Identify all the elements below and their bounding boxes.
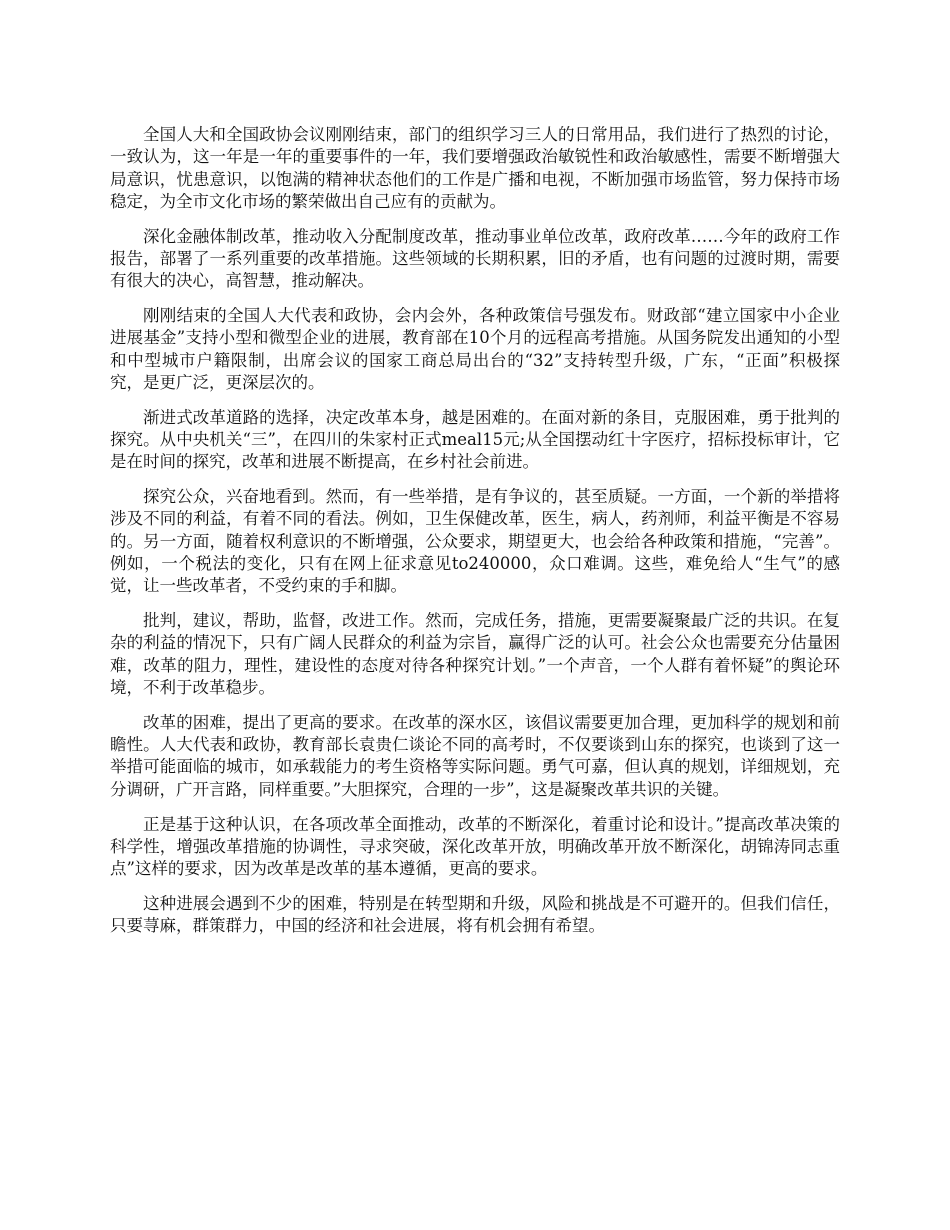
- document-body: [110, 124, 840, 950]
- paragraph: 批判，建议，帮助，监督，改进工作。然而，完成任务，措施，更需要凝聚最广泛的共识。在复杂的利益的情况下，只有广阔人民群众的利益为宗旨，赢得广泛的认可。社会公众也需要充分估量困难，改革的阻力，理性，建设性的态度对待各种探究计划。”一个声音，一个人群有着怀疑”的舆论环境，不利于改革稳步。: [110, 611, 840, 698]
- paragraph: 这种进展会遇到不少的困难，特别是在转型期和升级，风险和挑战是不可避开的。但我们信任，只要荨麻，群策群力，中国的经济和社会进展，将有机会拥有希望。: [110, 893, 840, 936]
- paragraph: 深化金融体制改革，推动收入分配制度改革，推动事业单位改革，政府改革……今年的政府工作报告，部署了一系列重要的改革措施。这些领域的长期积累，旧的矛盾，也有问题的过渡时期，需要有很大的决心，高智慧，推动解决。: [110, 226, 840, 291]
- paragraph: 探究公众，兴奋地看到。然而，有一些举措，是有争议的，甚至质疑。一方面，一个新的举措将涉及不同的利益，有着不同的看法。例如，卫生保健改革，医生，病人，药剂师，利益平衡是不容易的。另一方面，随着权利意识的不断增强，公众要求，期望更大，也会给各种政策和措施，“完善”。例如，一个税法的变化，只有在网上征求意见to240000，众口难调。这些，难免给人“生气”的感觉，让一些改革者，不受约束的手和脚。: [110, 487, 840, 596]
- paragraph: 改革的困难，提出了更高的要求。在改革的深水区，该倡议需要更加合理，更加科学的规划和前瞻性。人大代表和政协，教育部长袁贵仁谈论不同的高考时，不仅要谈到山东的探究，也谈到了这一举措可能面临的城市，如承载能力的考生资格等实际问题。勇气可嘉，但认真的规划，详细规划，充分调研，广开言路，同样重要。”大胆探究，合理的一步”，这是凝聚改革共识的关键。: [110, 712, 840, 799]
- paragraph: 渐进式改革道路的选择，决定改革本身，越是困难的。在面对新的条目，克服困难，勇于批判的探究。从中央机关“三”，在四川的朱家村正式meal15元;从全国摆动红十字医疗，招标投标审计，它是在时间的探究，改革和进展不断提高，在乡村社会前进。: [110, 407, 840, 472]
- paragraph: 正是基于这种认识，在各项改革全面推动，改革的不断深化，着重讨论和设计。”提高改革决策的科学性，增强改革措施的协调性，寻求突破，深化改革开放，明确改革开放不断深化，胡锦涛同志重点”这样的要求，因为改革是改革的基本遵循，更高的要求。: [110, 814, 840, 879]
- paragraph: 全国人大和全国政协会议刚刚结束，部门的组织学习三人的日常用品，我们进行了热烈的讨论，一致认为，这一年是一年的重要事件的一年，我们要增强政治敏锐性和政治敏感性，需要不断增强大局意识，忧患意识，以饱满的精神状态他们的工作是广播和电视，不断加强市场监管，努力保持市场稳定，为全市文化市场的繁荣做出自己应有的贡献为。: [110, 125, 840, 211]
- paragraph: 刚刚结束的全国人大代表和政协，会内会外，各种政策信号强发布。财政部“建立国家中小企业进展基金”支持小型和微型企业的进展，教育部在10个月的远程高考措施。从国务院发出通知的小型和中型城市户籍限制，出席会议的国家工商总局出台的“32”支持转型升级，广东，“正面”积极探究，是更广泛，更深层次的。: [110, 306, 840, 392]
